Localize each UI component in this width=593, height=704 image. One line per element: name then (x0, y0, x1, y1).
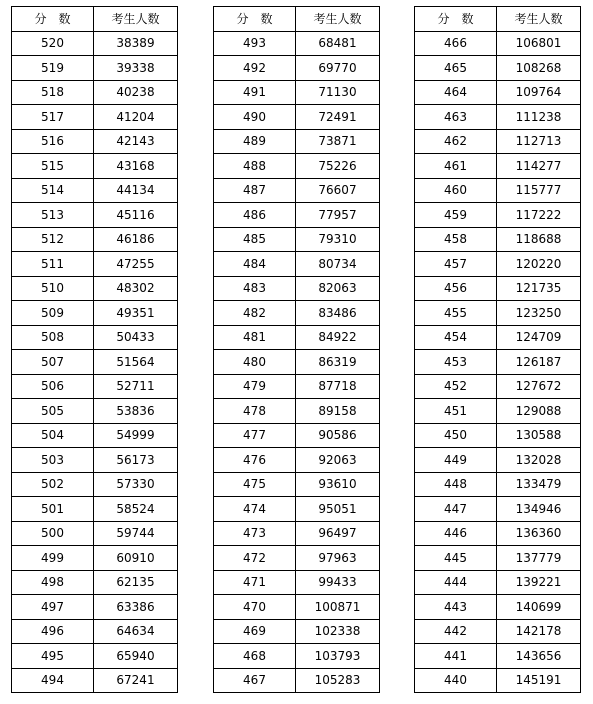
table-row (12, 497, 178, 522)
score-header: 分 数 (214, 7, 296, 32)
score-cell: 506 (12, 374, 94, 399)
score-cell: 455 (415, 301, 497, 326)
table-row (214, 154, 380, 179)
table-row (12, 595, 178, 620)
score-cell: 448 (415, 472, 497, 497)
score-cell: 458 (415, 227, 497, 252)
count-cell: 44134 (94, 178, 178, 203)
score-cell: 520 (12, 31, 94, 56)
score-cell: 510 (12, 276, 94, 301)
table-row (415, 105, 581, 130)
table-row (415, 227, 581, 252)
count-cell: 76607 (296, 178, 380, 203)
table-row (214, 350, 380, 375)
table-row (12, 56, 178, 81)
score-cell: 482 (214, 301, 296, 326)
score-cell: 495 (12, 644, 94, 669)
count-cell: 77957 (296, 203, 380, 228)
count-cell: 43168 (94, 154, 178, 179)
count-cell: 145191 (497, 668, 581, 693)
count-cell: 40238 (94, 80, 178, 105)
score-cell: 467 (214, 668, 296, 693)
count-cell: 54999 (94, 423, 178, 448)
table-row (12, 105, 178, 130)
table-header-row (12, 7, 178, 32)
count-cell: 62135 (94, 570, 178, 595)
count-cell: 60910 (94, 546, 178, 571)
count-cell: 90586 (296, 423, 380, 448)
count-cell: 87718 (296, 374, 380, 399)
table-row (415, 619, 581, 644)
score-cell: 466 (415, 31, 497, 56)
table-row (214, 644, 380, 669)
score-cell: 441 (415, 644, 497, 669)
table-row (214, 325, 380, 350)
count-cell: 106801 (497, 31, 581, 56)
table-row (214, 374, 380, 399)
count-cell: 102338 (296, 619, 380, 644)
table-row (214, 56, 380, 81)
score-cell: 457 (415, 252, 497, 277)
table-row (214, 178, 380, 203)
table-row (12, 546, 178, 571)
count-cell: 80734 (296, 252, 380, 277)
count-cell: 114277 (497, 154, 581, 179)
table-row (12, 668, 178, 693)
score-cell: 478 (214, 399, 296, 424)
count-cell: 56173 (94, 448, 178, 473)
score-cell: 491 (214, 80, 296, 105)
count-cell: 75226 (296, 154, 380, 179)
count-cell: 50433 (94, 325, 178, 350)
table-row (214, 129, 380, 154)
score-cell: 515 (12, 154, 94, 179)
count-cell: 93610 (296, 472, 380, 497)
count-cell: 121735 (497, 276, 581, 301)
table-row (415, 31, 581, 56)
table-header-row (415, 7, 581, 32)
score-cell: 454 (415, 325, 497, 350)
score-cell: 468 (214, 644, 296, 669)
count-cell: 130588 (497, 423, 581, 448)
table-row (12, 276, 178, 301)
table-row (12, 252, 178, 277)
table-row (12, 399, 178, 424)
table-row (12, 31, 178, 56)
score-cell: 464 (415, 80, 497, 105)
count-cell: 39338 (94, 56, 178, 81)
score-cell: 490 (214, 105, 296, 130)
table-row (12, 423, 178, 448)
count-cell: 143656 (497, 644, 581, 669)
count-cell: 84922 (296, 325, 380, 350)
count-cell: 109764 (497, 80, 581, 105)
table-row (214, 423, 380, 448)
count-cell: 42143 (94, 129, 178, 154)
count-cell: 68481 (296, 31, 380, 56)
score-cell: 442 (415, 619, 497, 644)
table-row (415, 154, 581, 179)
score-cell: 456 (415, 276, 497, 301)
count-cell: 57330 (94, 472, 178, 497)
table-row (214, 227, 380, 252)
table-row (415, 448, 581, 473)
score-cell: 501 (12, 497, 94, 522)
count-cell: 53836 (94, 399, 178, 424)
table-header-row (214, 7, 380, 32)
table-row (214, 668, 380, 693)
count-cell: 51564 (94, 350, 178, 375)
count-cell: 72491 (296, 105, 380, 130)
score-cell: 451 (415, 399, 497, 424)
score-cell: 492 (214, 56, 296, 81)
table-row (415, 497, 581, 522)
score-cell: 479 (214, 374, 296, 399)
table-row (415, 546, 581, 571)
table-row (12, 374, 178, 399)
count-cell: 59744 (94, 521, 178, 546)
table-row (214, 619, 380, 644)
score-cell: 514 (12, 178, 94, 203)
count-cell: 95051 (296, 497, 380, 522)
score-cell: 444 (415, 570, 497, 595)
score-cell: 473 (214, 521, 296, 546)
count-header: 考生人数 (296, 7, 380, 32)
score-cell: 516 (12, 129, 94, 154)
table-row (12, 619, 178, 644)
score-cell: 475 (214, 472, 296, 497)
count-cell: 136360 (497, 521, 581, 546)
score-cell: 452 (415, 374, 497, 399)
table-row (415, 80, 581, 105)
count-cell: 69770 (296, 56, 380, 81)
count-cell: 65940 (94, 644, 178, 669)
count-cell: 97963 (296, 546, 380, 571)
score-cell: 507 (12, 350, 94, 375)
count-cell: 48302 (94, 276, 178, 301)
score-cell: 470 (214, 595, 296, 620)
score-header: 分 数 (415, 7, 497, 32)
table-row (415, 325, 581, 350)
count-header: 考生人数 (94, 7, 178, 32)
score-cell: 488 (214, 154, 296, 179)
table-row (415, 276, 581, 301)
count-cell: 103793 (296, 644, 380, 669)
score-cell: 511 (12, 252, 94, 277)
table-row (214, 31, 380, 56)
score-cell: 505 (12, 399, 94, 424)
table-row (415, 595, 581, 620)
table-row (12, 154, 178, 179)
count-cell: 45116 (94, 203, 178, 228)
count-cell: 120220 (497, 252, 581, 277)
score-cell: 449 (415, 448, 497, 473)
count-cell: 115777 (497, 178, 581, 203)
count-header: 考生人数 (497, 7, 581, 32)
count-cell: 118688 (497, 227, 581, 252)
table-row (415, 56, 581, 81)
score-cell: 496 (12, 619, 94, 644)
score-cell: 513 (12, 203, 94, 228)
table-row (415, 423, 581, 448)
score-cell: 486 (214, 203, 296, 228)
table-row (214, 546, 380, 571)
count-cell: 127672 (497, 374, 581, 399)
score-cell: 504 (12, 423, 94, 448)
table-row (12, 178, 178, 203)
count-cell: 99433 (296, 570, 380, 595)
score-cell: 497 (12, 595, 94, 620)
score-cell: 493 (214, 31, 296, 56)
table-row (415, 129, 581, 154)
score-cell: 472 (214, 546, 296, 571)
score-cell: 512 (12, 227, 94, 252)
score-cell: 489 (214, 129, 296, 154)
score-cell: 474 (214, 497, 296, 522)
table-row (12, 227, 178, 252)
count-cell: 92063 (296, 448, 380, 473)
count-cell: 100871 (296, 595, 380, 620)
score-cell: 502 (12, 472, 94, 497)
score-cell: 463 (415, 105, 497, 130)
table-row (12, 644, 178, 669)
score-cell: 447 (415, 497, 497, 522)
score-cell: 440 (415, 668, 497, 693)
score-cell: 500 (12, 521, 94, 546)
table-row (12, 448, 178, 473)
count-cell: 117222 (497, 203, 581, 228)
table-row (415, 301, 581, 326)
count-cell: 73871 (296, 129, 380, 154)
table-row (214, 472, 380, 497)
score-cell: 450 (415, 423, 497, 448)
score-cell: 509 (12, 301, 94, 326)
score-cell: 483 (214, 276, 296, 301)
score-cell: 519 (12, 56, 94, 81)
table-row (415, 668, 581, 693)
table-row (214, 276, 380, 301)
table-row (214, 105, 380, 130)
table-row (415, 399, 581, 424)
score-cell: 485 (214, 227, 296, 252)
table-row (214, 570, 380, 595)
count-cell: 86319 (296, 350, 380, 375)
table-row (12, 325, 178, 350)
score-cell: 503 (12, 448, 94, 473)
score-cell: 477 (214, 423, 296, 448)
table-row (415, 374, 581, 399)
table-row (214, 252, 380, 277)
score-cell: 459 (415, 203, 497, 228)
count-cell: 49351 (94, 301, 178, 326)
score-cell: 498 (12, 570, 94, 595)
score-cell: 461 (415, 154, 497, 179)
count-cell: 126187 (497, 350, 581, 375)
count-cell: 83486 (296, 301, 380, 326)
count-cell: 67241 (94, 668, 178, 693)
count-cell: 124709 (497, 325, 581, 350)
score-cell: 517 (12, 105, 94, 130)
table-row (12, 350, 178, 375)
count-cell: 133479 (497, 472, 581, 497)
count-cell: 46186 (94, 227, 178, 252)
count-cell: 132028 (497, 448, 581, 473)
count-cell: 82063 (296, 276, 380, 301)
count-cell: 142178 (497, 619, 581, 644)
table-row (214, 497, 380, 522)
count-cell: 52711 (94, 374, 178, 399)
score-table-2 (213, 6, 380, 693)
table-row (12, 80, 178, 105)
table-row (214, 399, 380, 424)
score-cell: 484 (214, 252, 296, 277)
table-row (12, 570, 178, 595)
count-cell: 129088 (497, 399, 581, 424)
table-row (12, 472, 178, 497)
count-cell: 140699 (497, 595, 581, 620)
table-row (214, 521, 380, 546)
score-cell: 445 (415, 546, 497, 571)
score-cell: 446 (415, 521, 497, 546)
table-row (415, 252, 581, 277)
score-cell: 480 (214, 350, 296, 375)
score-cell: 476 (214, 448, 296, 473)
count-cell: 38389 (94, 31, 178, 56)
table-row (415, 570, 581, 595)
count-cell: 139221 (497, 570, 581, 595)
score-table-1 (11, 6, 178, 693)
count-cell: 47255 (94, 252, 178, 277)
score-cell: 499 (12, 546, 94, 571)
score-header: 分 数 (12, 7, 94, 32)
table-row (415, 521, 581, 546)
table-row (214, 448, 380, 473)
count-cell: 137779 (497, 546, 581, 571)
table-row (415, 178, 581, 203)
table-row (415, 203, 581, 228)
score-table-3 (414, 6, 581, 693)
score-cell: 469 (214, 619, 296, 644)
count-cell: 108268 (497, 56, 581, 81)
table-row (415, 644, 581, 669)
score-cell: 481 (214, 325, 296, 350)
table-row (214, 595, 380, 620)
score-cell: 487 (214, 178, 296, 203)
count-cell: 63386 (94, 595, 178, 620)
count-cell: 96497 (296, 521, 380, 546)
score-cell: 462 (415, 129, 497, 154)
count-cell: 123250 (497, 301, 581, 326)
table-row (12, 301, 178, 326)
table-row (214, 301, 380, 326)
score-cell: 518 (12, 80, 94, 105)
count-cell: 58524 (94, 497, 178, 522)
score-cell: 465 (415, 56, 497, 81)
table-row (214, 203, 380, 228)
table-row (415, 350, 581, 375)
table-row (12, 129, 178, 154)
score-cell: 443 (415, 595, 497, 620)
count-cell: 41204 (94, 105, 178, 130)
count-cell: 111238 (497, 105, 581, 130)
table-row (214, 80, 380, 105)
score-cell: 508 (12, 325, 94, 350)
table-row (12, 521, 178, 546)
count-cell: 71130 (296, 80, 380, 105)
count-cell: 134946 (497, 497, 581, 522)
count-cell: 89158 (296, 399, 380, 424)
table-row (12, 203, 178, 228)
count-cell: 112713 (497, 129, 581, 154)
score-cell: 460 (415, 178, 497, 203)
count-cell: 79310 (296, 227, 380, 252)
score-cell: 494 (12, 668, 94, 693)
score-cell: 453 (415, 350, 497, 375)
count-cell: 64634 (94, 619, 178, 644)
table-row (415, 472, 581, 497)
count-cell: 105283 (296, 668, 380, 693)
score-cell: 471 (214, 570, 296, 595)
